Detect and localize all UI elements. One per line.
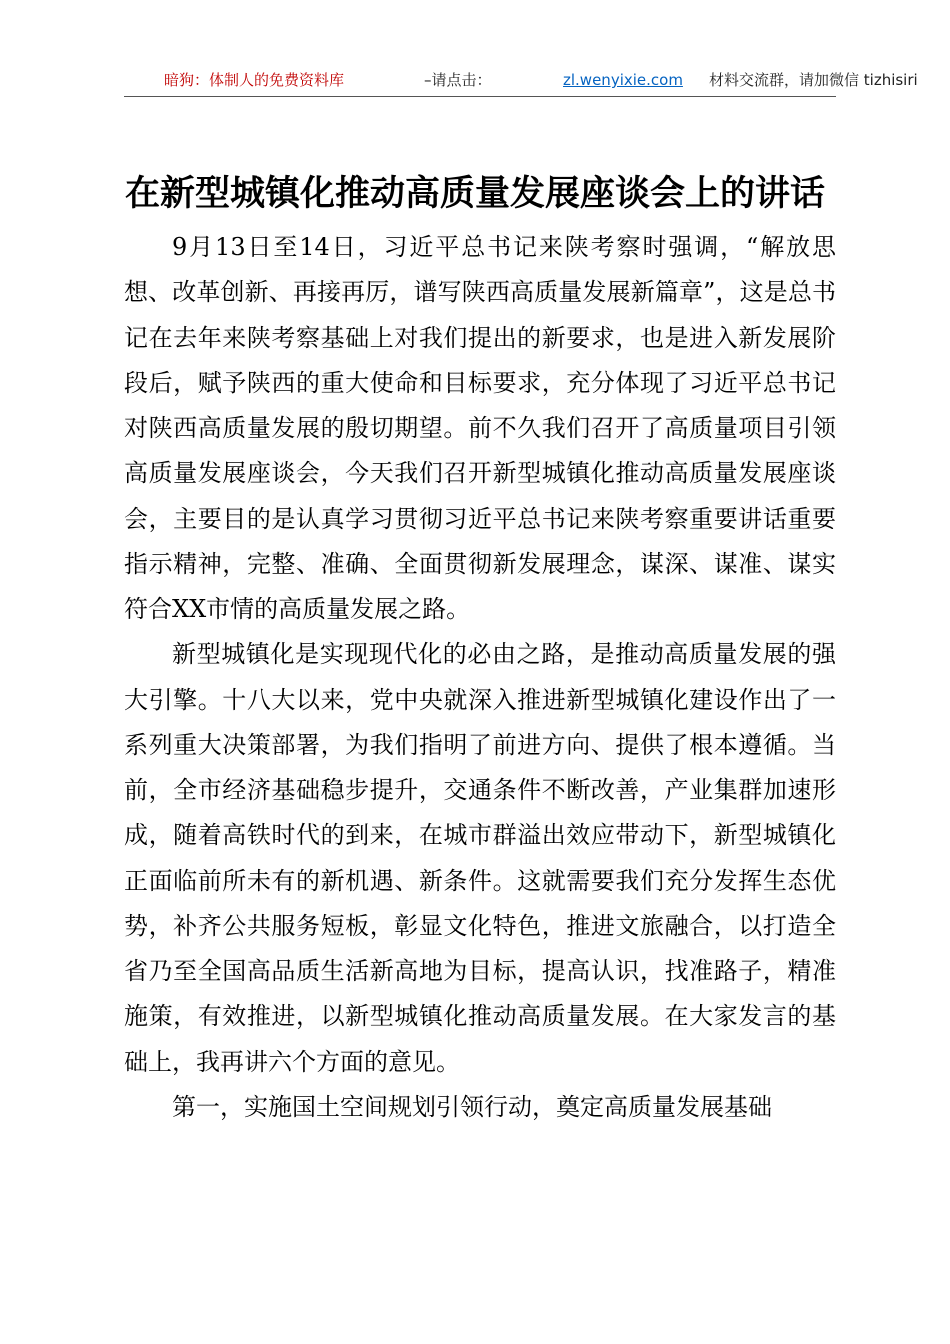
document-title: 在新型城镇化推动高质量发展座谈会上的讲话 (124, 173, 825, 215)
header-link[interactable]: zl.wenyixie.com (563, 71, 683, 89)
paragraph-3-section-heading: 第一，实施国土空间规划引领行动，奠定高质量发展基础 (172, 1092, 772, 1121)
paragraph-1: 9月13日至14日，习近平总书记来陕考察时强调，“解放思想、改革创新、再接再厉，谱写陕西高质量发展新篇章”，这是总书记在去年来陕考察基础上对我们提出的新要求，也是进入新发展阶段后，赋予陕西的重大使命和目标要求，充分体现了习近平总书记对陕西高质量发展的殷切期望。前不久我们召开了高质量项目引领高质量发展座谈会，今天我们召开新型城镇化推动高质量发展座谈会，主要目的是认真学习贯彻习近平总书记来陕考察重要讲话重要指示精神，完整、准确、全面贯彻新发展理念，谋深、谋准、谋实符合XX市情的高质量发展之路。 (124, 233, 836, 623)
header-wechat-note: 材料交流群，请加微信 tizhisiri (709, 71, 918, 89)
document-body (124, 225, 836, 1130)
header-brand: 暗狗：体制人的免费资料库 (164, 71, 345, 89)
header-click-prompt: –请点击： (424, 71, 492, 89)
paragraph-2: 新型城镇化是实现现代化的必由之路，是推动高质量发展的强大引擎。十八大以来，党中央就深入推进新型城镇化建设作出了一系列重大决策部署，为我们指明了前进方向、提供了根本遵循。当前，全市经济基础稳步提升，交通条件不断改善，产业集群加速形成，随着高铁时代的到来，在城市群溢出效应带动下，新型城镇化正面临前所未有的新机遇、新条件。这就需要我们充分发挥生态优势，补齐公共服务短板，彰显文化特色，推进文旅融合，以打造全省乃至全国高品质生活新高地为目标，提高认识，找准路子，精准施策，有效推进，以新型城镇化推动高质量发展。在大家发言的基础上，我再讲六个方面的意见。 (124, 640, 836, 1076)
page-header (124, 66, 918, 97)
